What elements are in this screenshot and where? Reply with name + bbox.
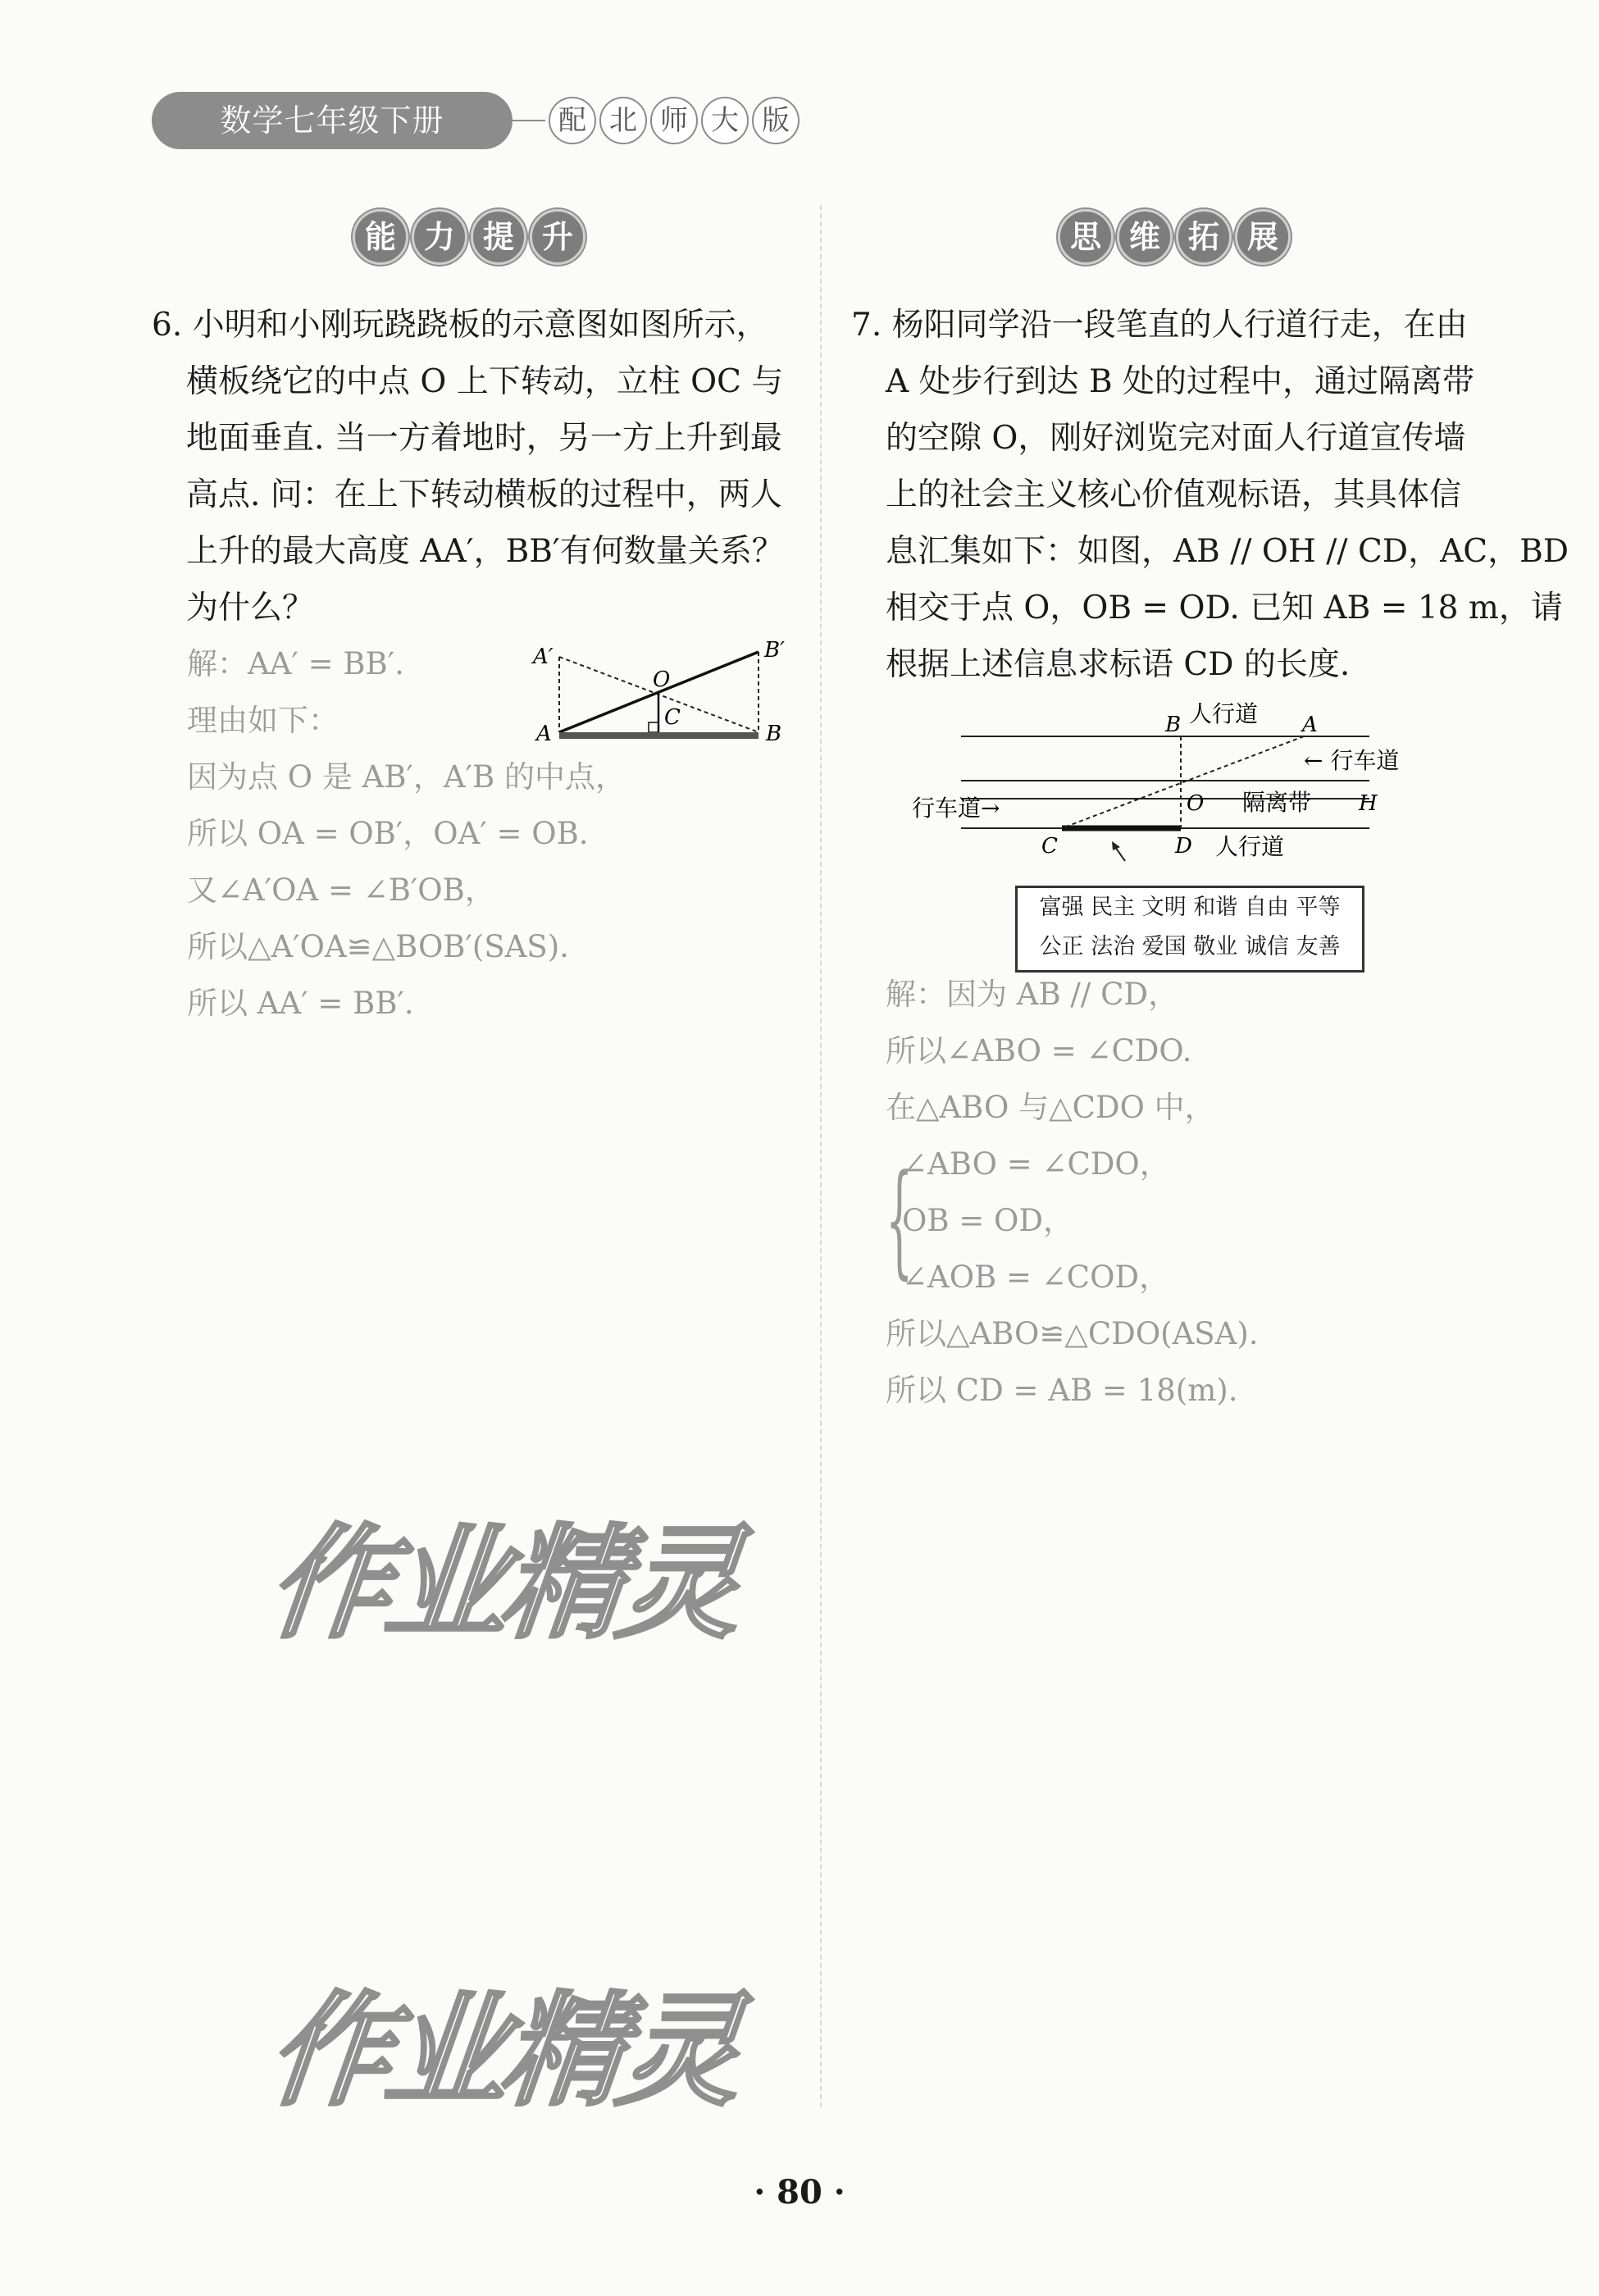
question-line: 地面垂直. 当一方着地时，另一方上升到最 <box>186 420 782 457</box>
question-7 <box>851 297 1569 693</box>
section-char: 提 <box>471 209 526 265</box>
question-line: 息汇集如下：如图，AB // OH // CD，AC，BD <box>886 533 1569 570</box>
question-line: 横板绕它的中点 O 上下转动，立柱 OC 与 <box>186 363 784 400</box>
ground <box>559 732 758 739</box>
answer-line: 所以 OA = OB′，OA′ = OB. <box>187 816 589 851</box>
label-h: H <box>1359 791 1378 816</box>
answer-line: 所以 AA′ = BB′. <box>187 986 414 1021</box>
question-line: 7. 杨阳同学沿一段笔直的人行道行走，在由 <box>851 307 1468 344</box>
label-a-prime: A′ <box>533 645 554 669</box>
section-char: 思 <box>1058 209 1114 265</box>
label-b: B <box>1165 713 1182 737</box>
question-line: 高点. 问：在上下转动横板的过程中，两人 <box>186 476 782 513</box>
label-b: B <box>766 722 782 746</box>
label-d: D <box>1175 834 1192 859</box>
label-o: O <box>1187 791 1205 816</box>
edition-label <box>512 92 800 149</box>
answer-line: 又∠A′OA = ∠B′OB， <box>187 872 495 908</box>
label-sidewalk-top: 人行道 <box>1189 700 1259 727</box>
section-char: 展 <box>1235 209 1291 265</box>
section-char: 力 <box>412 209 467 265</box>
answer-line: 因为点 O 是 AB′，A′B 的中点， <box>187 759 626 795</box>
answer-line: 在△ABO 与△CDO 中， <box>886 1090 1215 1125</box>
edition-char: 北 <box>599 97 647 144</box>
question-line: 根据上述信息求标语 CD 的长度. <box>886 646 1351 683</box>
page-number: · 80 · <box>754 2173 845 2212</box>
label-lane-right: ← 行车道 <box>1304 747 1400 774</box>
answer-7 <box>886 966 1259 1419</box>
right-angle-mark <box>649 722 658 732</box>
question-6 <box>152 297 784 636</box>
edition-char: 大 <box>701 97 749 144</box>
question-line: 上的社会主义核心价值观标语，其具体信 <box>886 476 1462 513</box>
label-sidewalk-bottom: 人行道 <box>1215 833 1285 860</box>
section-char: 能 <box>353 209 408 265</box>
answer-line: 所以 CD = AB = 18(m). <box>886 1373 1238 1408</box>
question-line: 上升的最大高度 AA′，BB′有何数量关系？ <box>186 533 784 570</box>
section-char: 拓 <box>1176 209 1232 265</box>
seesaw-figure <box>525 636 795 767</box>
question-line: 6. 小明和小刚玩跷跷板的示意图如图所示， <box>152 307 768 344</box>
edition-char: 配 <box>549 97 596 144</box>
book-title: 数学七年级下册 <box>152 92 512 149</box>
edition-connector <box>512 120 545 121</box>
section-title-left <box>353 209 585 265</box>
question-line: 为什么？ <box>186 590 315 626</box>
watermark: 作业精灵 <box>262 1980 743 2123</box>
section-char: 维 <box>1117 209 1173 265</box>
answer-line: 解：AA′ = BB′. <box>187 646 404 681</box>
label-o: O <box>653 667 671 692</box>
label-lane-left: 行车道→ <box>912 795 1000 822</box>
watermark: 作业精灵 <box>262 1513 743 1656</box>
section-title-right <box>1058 209 1291 265</box>
system-line: ∠AOB = ∠COD， <box>902 1260 1170 1295</box>
label-c: C <box>664 705 681 730</box>
answer-line: 解：因为 AB // CD， <box>886 977 1179 1012</box>
column-divider <box>820 205 822 2107</box>
system-line: ∠ABO = ∠CDO， <box>902 1146 1170 1182</box>
answer-line: 理由如下： <box>187 703 339 738</box>
pointer-arrow <box>1115 847 1125 861</box>
edition-char: 师 <box>650 97 698 144</box>
answer-line: 所以∠ABO = ∠CDO. <box>886 1033 1192 1068</box>
slogan-box <box>1015 886 1364 973</box>
equation-system <box>886 1136 1259 1305</box>
question-line: A 处步行到达 B 处的过程中，通过隔离带 <box>886 363 1475 400</box>
road-figure <box>910 689 1402 886</box>
slogan-line: 富强 民主 文明 和谐 自由 平等 <box>1039 895 1341 920</box>
answer-line: 所以△ABO≌△CDO(ASA). <box>886 1316 1259 1351</box>
question-line: 相交于点 O，OB = OD. 已知 AB = 18 m，请 <box>886 590 1563 626</box>
label-a: A <box>1302 713 1318 737</box>
label-c: C <box>1041 834 1058 859</box>
left-brace: { <box>886 1149 913 1292</box>
label-a: A <box>536 722 552 746</box>
label-b-prime: B′ <box>764 638 786 663</box>
slogan-line: 公正 法治 爱国 敬业 诚信 友善 <box>1039 934 1341 959</box>
answer-line: 所以△A′OA≌△BOB′(SAS). <box>187 929 569 964</box>
edition-char: 版 <box>752 97 800 144</box>
question-line: 的空隙 O，刚好浏览完对面人行道宣传墙 <box>886 420 1466 457</box>
system-line: OB = OD， <box>902 1203 1074 1238</box>
label-median: 隔离带 <box>1242 789 1312 816</box>
section-char: 升 <box>530 209 585 265</box>
